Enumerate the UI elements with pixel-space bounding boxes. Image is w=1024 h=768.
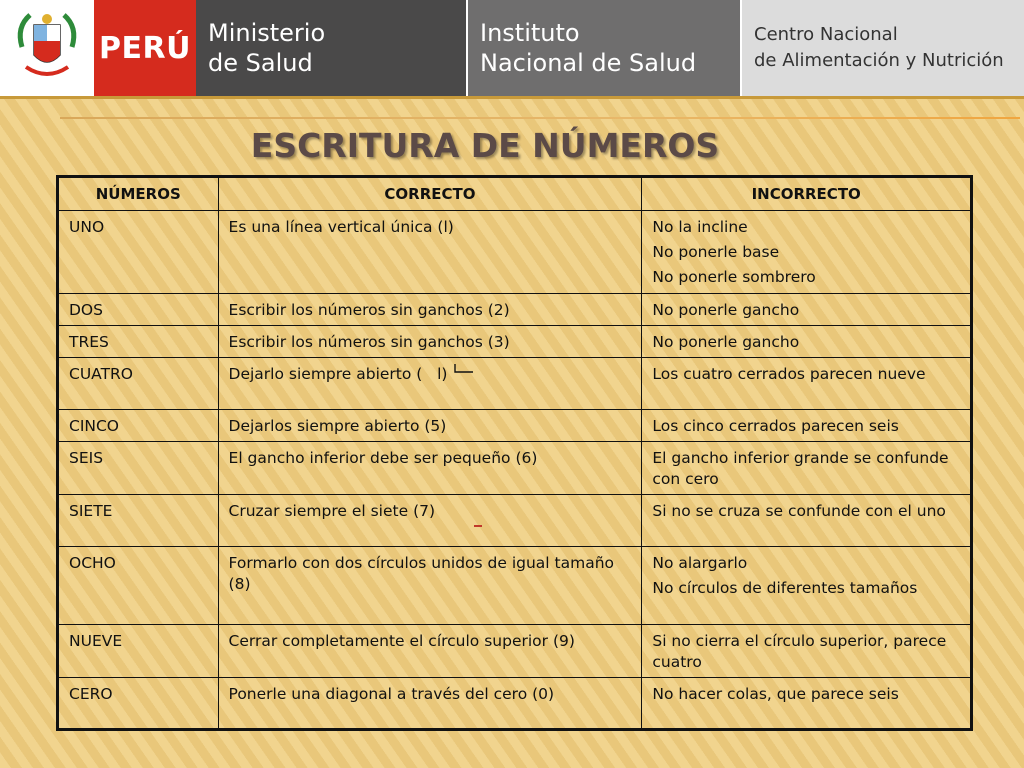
incorrect-line: El gancho inferior grande se confunde con cero xyxy=(652,449,949,488)
center-line-2: de Alimentación y Nutrición xyxy=(754,50,1004,71)
cell-incorrect xyxy=(642,211,972,294)
cell-correct: Es una línea vertical única (l) xyxy=(218,211,642,294)
cell-number: SIETE xyxy=(58,495,219,547)
cell-number: UNO xyxy=(58,211,219,294)
ministry-line-2: de Salud xyxy=(208,49,313,77)
incorrect-line: Los cinco cerrados parecen seis xyxy=(652,417,899,435)
table-row xyxy=(58,294,972,326)
incorrect-line: No círculos de diferentes tamaños xyxy=(652,579,918,597)
cell-correct: Dejarlos siempre abierto (5) xyxy=(218,410,642,442)
incorrect-line: Si no cierra el círculo superior, parece cuatro xyxy=(652,632,947,671)
cell-incorrect xyxy=(642,547,972,625)
col-header-incorrect: INCORRECTO xyxy=(642,177,972,211)
institute-logo xyxy=(466,0,740,96)
cell-incorrect xyxy=(642,625,972,678)
cell-incorrect xyxy=(642,442,972,495)
cell-number: TRES xyxy=(58,326,219,358)
incorrect-line: No ponerle sombrero xyxy=(652,268,816,286)
correct-text: Cruzar siempre el siete (7) xyxy=(228,502,436,520)
table-row xyxy=(58,547,972,625)
cell-incorrect xyxy=(642,678,972,730)
table-row xyxy=(58,678,972,730)
cell-number: CERO xyxy=(58,678,219,730)
header-banner xyxy=(0,0,1024,96)
table-row xyxy=(58,326,972,358)
incorrect-line: No ponerle gancho xyxy=(652,333,800,351)
table-row xyxy=(58,625,972,678)
table-header-row xyxy=(58,177,972,211)
table-row xyxy=(58,358,972,410)
table-row xyxy=(58,442,972,495)
incorrect-line: No hacer colas, que parece seis xyxy=(652,685,899,703)
numbers-table xyxy=(56,175,973,731)
incorrect-line: Los cuatro cerrados parecen nueve xyxy=(652,365,926,383)
coat-of-arms-icon xyxy=(12,7,82,89)
incorrect-line: No la incline xyxy=(652,218,748,236)
table-row xyxy=(58,410,972,442)
cell-number: CUATRO xyxy=(58,358,219,410)
col-header-numbers: NÚMEROS xyxy=(58,177,219,211)
incorrect-line: No alargarlo xyxy=(652,554,748,572)
cell-number: DOS xyxy=(58,294,219,326)
cell-incorrect xyxy=(642,294,972,326)
peru-seal-logo xyxy=(0,0,94,96)
header-divider xyxy=(0,96,1024,99)
incorrect-line: No ponerle base xyxy=(652,243,780,261)
open-four-glyph-icon xyxy=(453,364,475,376)
title-divider xyxy=(60,117,1020,119)
cell-number: OCHO xyxy=(58,547,219,625)
page-title: ESCRITURA DE NÚMEROS xyxy=(250,126,720,165)
cell-correct xyxy=(218,358,642,410)
institute-line-1: Instituto xyxy=(480,19,580,47)
cell-number: CINCO xyxy=(58,410,219,442)
seven-crossbar-icon xyxy=(474,525,482,527)
center-line-1: Centro Nacional xyxy=(754,24,898,45)
table-row xyxy=(58,495,972,547)
table-row xyxy=(58,211,972,294)
center-logo xyxy=(740,0,1024,96)
cell-incorrect xyxy=(642,495,972,547)
incorrect-line: Si no se cruza se confunde con el uno xyxy=(652,502,946,520)
cell-correct: Escribir los números sin ganchos (3) xyxy=(218,326,642,358)
cell-correct xyxy=(218,495,642,547)
cell-incorrect xyxy=(642,326,972,358)
correct-text: Dejarlo siempre abierto ( l) xyxy=(228,365,448,383)
peru-label: PERÚ xyxy=(94,0,196,96)
cell-incorrect xyxy=(642,358,972,410)
cell-correct: Escribir los números sin ganchos (2) xyxy=(218,294,642,326)
col-header-correct: CORRECTO xyxy=(218,177,642,211)
cell-number: SEIS xyxy=(58,442,219,495)
cell-incorrect xyxy=(642,410,972,442)
cell-number: NUEVE xyxy=(58,625,219,678)
cell-correct: Ponerle una diagonal a través del cero (0) xyxy=(218,678,642,730)
institute-line-2: Nacional de Salud xyxy=(480,49,697,77)
cell-correct: Cerrar completamente el círculo superior (9) xyxy=(218,625,642,678)
ministry-logo xyxy=(196,0,466,96)
cell-correct: El gancho inferior debe ser pequeño (6) xyxy=(218,442,642,495)
incorrect-line: No ponerle gancho xyxy=(652,301,800,319)
cell-correct: Formarlo con dos círculos unidos de igual tamaño (8) xyxy=(218,547,642,625)
ministry-line-1: Ministerio xyxy=(208,19,326,47)
